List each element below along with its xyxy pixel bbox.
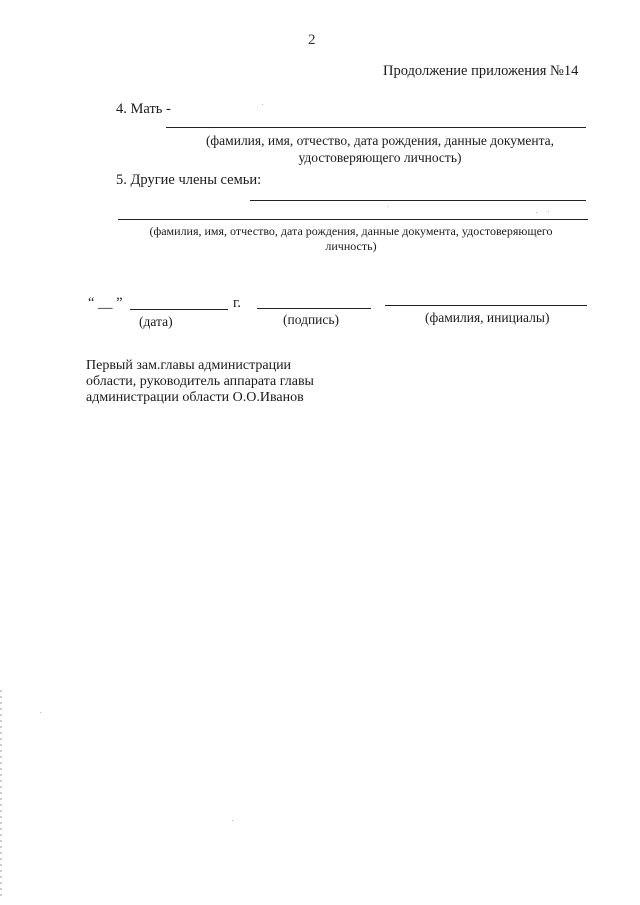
other-family-entry-line-2 [118,219,588,220]
signatory-line1: Первый зам.главы администрации [86,358,292,373]
mother-label: 4. Мать - [116,101,171,117]
other-family-hint-line1: (фамилия, имя, отчество, дата рождения, данные документа, удостоверяющего [149,224,553,238]
name-initials-label: (фамилия, инициалы) [425,310,550,325]
scan-speck [536,212,537,213]
signatory-block [86,358,386,406]
scan-speck [232,820,233,821]
signature-label: (подпись) [283,312,340,327]
date-month-line [130,309,228,310]
other-family-hint-line2: личность) [325,239,377,253]
date-quotes: “ __ ” [88,295,123,311]
page-number: 2 [308,32,316,48]
mother-hint-line1: (фамилия, имя, отчество, дата рождения, данные документа, [205,133,555,148]
scan-speck [40,712,41,713]
appendix-heading: Продолжение приложения №14 [383,63,579,79]
scan-speck [262,104,263,105]
scan-speck [548,211,549,212]
name-initials-line [385,305,587,306]
signature-line [257,308,371,309]
other-family-entry-line-1 [250,200,586,201]
other-family-label: 5. Другие члены семьи: [116,172,262,188]
signatory-line2: области, руководитель аппарата главы [86,374,314,389]
scan-speck [388,206,389,207]
signatory-line3: администрации области О.О.Иванов [86,390,304,405]
scan-edge-artifact [0,690,2,900]
mother-entry-line [166,127,586,128]
year-suffix: г. [233,295,241,311]
date-label: (дата) [139,314,173,329]
mother-hint-line2: удостоверяющего личность) [298,150,462,165]
